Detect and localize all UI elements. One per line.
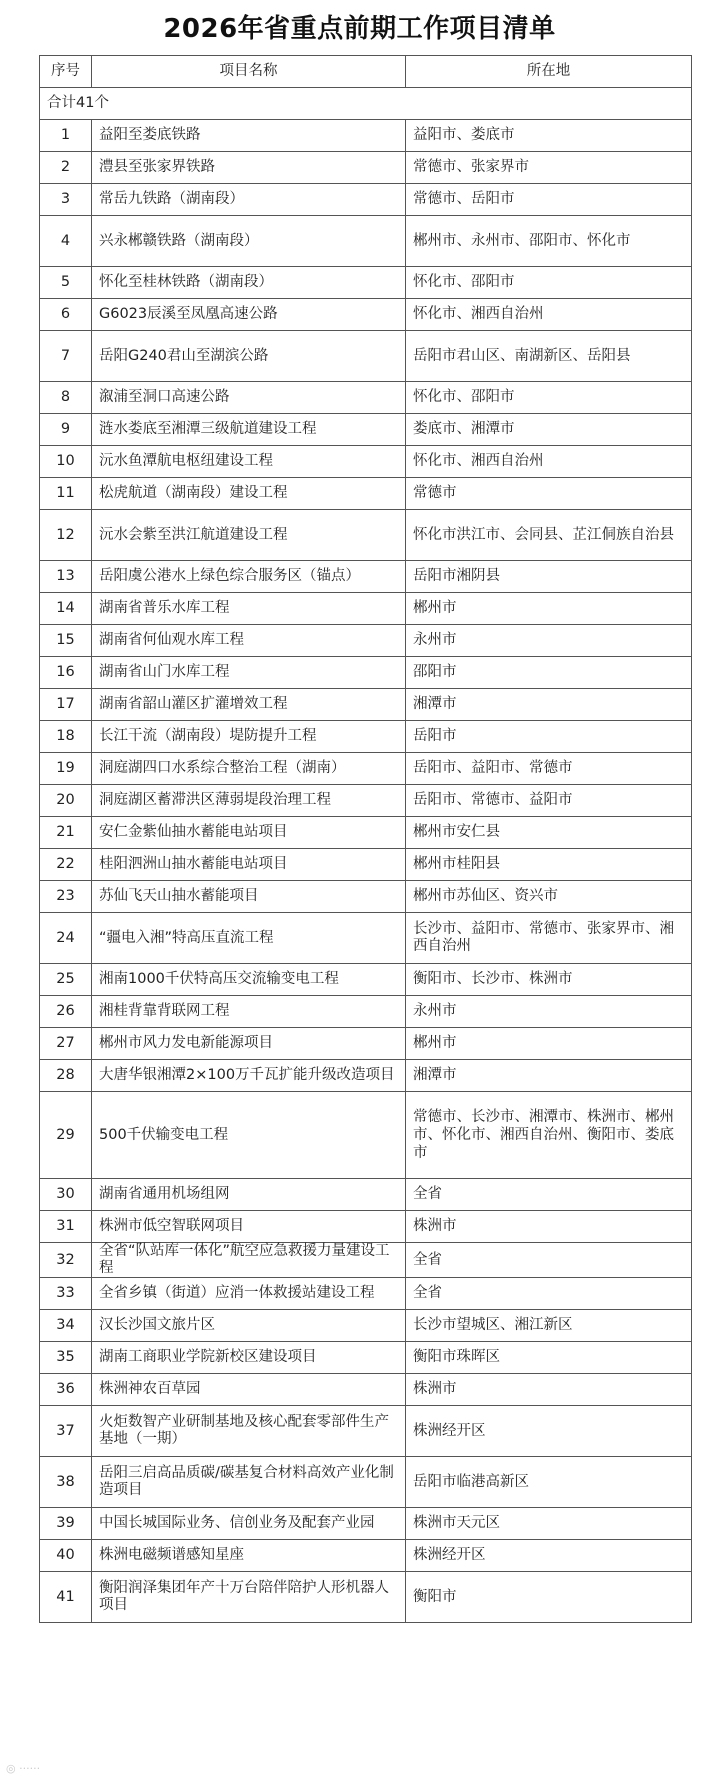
table-row xyxy=(40,1179,692,1211)
table-row xyxy=(40,510,692,561)
table-row xyxy=(40,1278,692,1310)
row-serial: 1 xyxy=(40,120,92,152)
row-location: 株洲市 xyxy=(406,1211,692,1243)
row-location: 郴州市 xyxy=(406,593,692,625)
row-project-name: 沅水会紫至洪江航道建设工程 xyxy=(92,510,406,561)
row-location: 长沙市、益阳市、常德市、张家界市、湘西自治州 xyxy=(406,913,692,964)
row-location: 衡阳市、长沙市、株洲市 xyxy=(406,964,692,996)
row-location: 怀化市、邵阳市 xyxy=(406,267,692,299)
row-location: 湘潭市 xyxy=(406,689,692,721)
table-row xyxy=(40,184,692,216)
row-serial: 14 xyxy=(40,593,92,625)
row-serial: 35 xyxy=(40,1342,92,1374)
page-title: 2026年省重点前期工作项目清单 xyxy=(163,14,556,44)
row-serial: 32 xyxy=(40,1243,92,1278)
row-serial: 16 xyxy=(40,657,92,689)
table-row xyxy=(40,414,692,446)
row-location: 全省 xyxy=(406,1179,692,1211)
row-serial: 21 xyxy=(40,817,92,849)
table-row xyxy=(40,1572,692,1623)
row-project-name: 怀化至桂林铁路（湖南段） xyxy=(92,267,406,299)
row-serial: 8 xyxy=(40,382,92,414)
table-row xyxy=(40,785,692,817)
row-serial: 41 xyxy=(40,1572,92,1623)
row-serial: 11 xyxy=(40,478,92,510)
row-project-name: 500千伏输变电工程 xyxy=(92,1092,406,1179)
table-row xyxy=(40,382,692,414)
row-serial: 15 xyxy=(40,625,92,657)
row-location: 益阳市、娄底市 xyxy=(406,120,692,152)
row-project-name: 湖南省通用机场组网 xyxy=(92,1179,406,1211)
row-serial: 17 xyxy=(40,689,92,721)
row-serial: 30 xyxy=(40,1179,92,1211)
row-serial: 22 xyxy=(40,849,92,881)
table-row xyxy=(40,1374,692,1406)
row-location: 怀化市洪江市、会同县、芷江侗族自治县 xyxy=(406,510,692,561)
table-row xyxy=(40,657,692,689)
row-serial: 4 xyxy=(40,216,92,267)
row-project-name: 衡阳润泽集团年产十万台陪伴陪护人形机器人项目 xyxy=(92,1572,406,1623)
row-serial: 38 xyxy=(40,1457,92,1508)
row-location: 湘潭市 xyxy=(406,1060,692,1092)
row-project-name: 溆浦至洞口高速公路 xyxy=(92,382,406,414)
row-project-name: 全省“队站库一体化”航空应急救援力量建设工程 xyxy=(92,1243,406,1278)
row-location: 常德市 xyxy=(406,478,692,510)
row-serial: 33 xyxy=(40,1278,92,1310)
row-location: 株洲经开区 xyxy=(406,1540,692,1572)
table-row xyxy=(40,1310,692,1342)
table-row xyxy=(40,1457,692,1508)
row-serial: 25 xyxy=(40,964,92,996)
header-serial: 序号 xyxy=(40,56,92,88)
row-location: 永州市 xyxy=(406,625,692,657)
row-serial: 34 xyxy=(40,1310,92,1342)
table-row xyxy=(40,1342,692,1374)
table-row xyxy=(40,561,692,593)
row-location: 郴州市苏仙区、资兴市 xyxy=(406,881,692,913)
row-project-name: 岳阳G240君山至湖滨公路 xyxy=(92,331,406,382)
row-project-name: 洞庭湖四口水系综合整治工程（湖南） xyxy=(92,753,406,785)
table-row xyxy=(40,331,692,382)
table-row xyxy=(40,817,692,849)
row-location: 常德市、岳阳市 xyxy=(406,184,692,216)
row-serial: 28 xyxy=(40,1060,92,1092)
header-location: 所在地 xyxy=(406,56,692,88)
row-serial: 29 xyxy=(40,1092,92,1179)
row-project-name: 沅水鱼潭航电枢纽建设工程 xyxy=(92,446,406,478)
row-serial: 18 xyxy=(40,721,92,753)
row-location: 株洲市天元区 xyxy=(406,1508,692,1540)
row-serial: 3 xyxy=(40,184,92,216)
row-location: 株洲市 xyxy=(406,1374,692,1406)
row-project-name: 洞庭湖区蓄滞洪区薄弱堤段治理工程 xyxy=(92,785,406,817)
row-project-name: G6023辰溪至凤凰高速公路 xyxy=(92,299,406,331)
row-project-name: 益阳至娄底铁路 xyxy=(92,120,406,152)
row-serial: 26 xyxy=(40,996,92,1028)
row-location: 怀化市、邵阳市 xyxy=(406,382,692,414)
row-location: 常德市、长沙市、湘潭市、株洲市、郴州市、怀化市、湘西自治州、衡阳市、娄底市 xyxy=(406,1092,692,1179)
row-location: 永州市 xyxy=(406,996,692,1028)
table-row xyxy=(40,593,692,625)
row-serial: 19 xyxy=(40,753,92,785)
table-row xyxy=(40,753,692,785)
table-row xyxy=(40,152,692,184)
row-serial: 31 xyxy=(40,1211,92,1243)
total-count: 合计41个 xyxy=(40,88,692,120)
row-location: 怀化市、湘西自治州 xyxy=(406,446,692,478)
row-project-name: 中国长城国际业务、信创业务及配套产业园 xyxy=(92,1508,406,1540)
row-project-name: 苏仙飞天山抽水蓄能项目 xyxy=(92,881,406,913)
row-project-name: 湖南工商职业学院新校区建设项目 xyxy=(92,1342,406,1374)
row-location: 邵阳市 xyxy=(406,657,692,689)
watermark-logo: ◎ ······ xyxy=(6,1762,41,1775)
table-row xyxy=(40,849,692,881)
row-location: 岳阳市临港高新区 xyxy=(406,1457,692,1508)
row-serial: 5 xyxy=(40,267,92,299)
row-project-name: 大唐华银湘潭2×100万千瓦扩能升级改造项目 xyxy=(92,1060,406,1092)
row-location: 常德市、张家界市 xyxy=(406,152,692,184)
table-row xyxy=(40,1406,692,1457)
row-project-name: 株洲市低空智联网项目 xyxy=(92,1211,406,1243)
row-project-name: 兴永郴赣铁路（湖南段） xyxy=(92,216,406,267)
table-row xyxy=(40,1243,692,1278)
row-project-name: 汉长沙国文旅片区 xyxy=(92,1310,406,1342)
row-project-name: 湖南省何仙观水库工程 xyxy=(92,625,406,657)
row-location: 郴州市桂阳县 xyxy=(406,849,692,881)
row-project-name: 涟水娄底至湘潭三级航道建设工程 xyxy=(92,414,406,446)
row-location: 岳阳市、常德市、益阳市 xyxy=(406,785,692,817)
table-row xyxy=(40,478,692,510)
row-serial: 6 xyxy=(40,299,92,331)
table-row xyxy=(40,913,692,964)
table-row xyxy=(40,120,692,152)
row-serial: 36 xyxy=(40,1374,92,1406)
table-row xyxy=(40,267,692,299)
row-location: 岳阳市湘阴县 xyxy=(406,561,692,593)
table-row xyxy=(40,689,692,721)
row-project-name: 湖南省山门水库工程 xyxy=(92,657,406,689)
row-location: 郴州市、永州市、邵阳市、怀化市 xyxy=(406,216,692,267)
row-location: 衡阳市 xyxy=(406,1572,692,1623)
row-serial: 10 xyxy=(40,446,92,478)
row-project-name: 湖南省韶山灌区扩灌增效工程 xyxy=(92,689,406,721)
row-project-name: 岳阳三启高品质碳/碳基复合材料高效产业化制造项目 xyxy=(92,1457,406,1508)
row-project-name: 株洲电磁频谱感知星座 xyxy=(92,1540,406,1572)
row-location: 岳阳市 xyxy=(406,721,692,753)
row-serial: 13 xyxy=(40,561,92,593)
row-project-name: 松虎航道（湖南段）建设工程 xyxy=(92,478,406,510)
row-serial: 39 xyxy=(40,1508,92,1540)
table-row xyxy=(40,299,692,331)
row-serial: 23 xyxy=(40,881,92,913)
row-project-name: 湘桂背靠背联网工程 xyxy=(92,996,406,1028)
row-serial: 20 xyxy=(40,785,92,817)
row-location: 衡阳市珠晖区 xyxy=(406,1342,692,1374)
row-project-name: 岳阳虞公港水上绿色综合服务区（锚点） xyxy=(92,561,406,593)
project-table xyxy=(39,55,692,1623)
row-project-name: 湘南1000千伏特高压交流输变电工程 xyxy=(92,964,406,996)
table-row xyxy=(40,1092,692,1179)
row-serial: 24 xyxy=(40,913,92,964)
table-row xyxy=(40,1211,692,1243)
row-serial: 12 xyxy=(40,510,92,561)
row-location: 全省 xyxy=(406,1243,692,1278)
table-row xyxy=(40,964,692,996)
table-row xyxy=(40,216,692,267)
row-serial: 27 xyxy=(40,1028,92,1060)
row-project-name: 常岳九铁路（湖南段） xyxy=(92,184,406,216)
row-project-name: 郴州市风力发电新能源项目 xyxy=(92,1028,406,1060)
total-row xyxy=(40,88,692,120)
row-location: 怀化市、湘西自治州 xyxy=(406,299,692,331)
row-serial: 2 xyxy=(40,152,92,184)
row-location: 株洲经开区 xyxy=(406,1406,692,1457)
row-location: 郴州市 xyxy=(406,1028,692,1060)
table-row xyxy=(40,1060,692,1092)
row-location: 全省 xyxy=(406,1278,692,1310)
row-location: 岳阳市、益阳市、常德市 xyxy=(406,753,692,785)
row-serial: 40 xyxy=(40,1540,92,1572)
row-location: 娄底市、湘潭市 xyxy=(406,414,692,446)
row-project-name: 湖南省普乐水库工程 xyxy=(92,593,406,625)
row-project-name: 火炬数智产业研制基地及核心配套零部件生产基地（一期） xyxy=(92,1406,406,1457)
row-project-name: 安仁金紫仙抽水蓄能电站项目 xyxy=(92,817,406,849)
row-project-name: 全省乡镇（街道）应消一体救援站建设工程 xyxy=(92,1278,406,1310)
row-project-name: 株洲神农百草园 xyxy=(92,1374,406,1406)
header-project-name: 项目名称 xyxy=(92,56,406,88)
table-row xyxy=(40,881,692,913)
row-project-name: 桂阳泗洲山抽水蓄能电站项目 xyxy=(92,849,406,881)
table-row xyxy=(40,1540,692,1572)
row-serial: 37 xyxy=(40,1406,92,1457)
row-project-name: 长江干流（湖南段）堤防提升工程 xyxy=(92,721,406,753)
row-project-name: “疆电入湘”特高压直流工程 xyxy=(92,913,406,964)
table-header-row xyxy=(40,56,692,88)
row-serial: 7 xyxy=(40,331,92,382)
table-row xyxy=(40,446,692,478)
row-location: 岳阳市君山区、南湖新区、岳阳县 xyxy=(406,331,692,382)
row-serial: 9 xyxy=(40,414,92,446)
row-location: 郴州市安仁县 xyxy=(406,817,692,849)
table-row xyxy=(40,996,692,1028)
table-row xyxy=(40,625,692,657)
table-row xyxy=(40,721,692,753)
table-row xyxy=(40,1508,692,1540)
table-row xyxy=(40,1028,692,1060)
row-location: 长沙市望城区、湘江新区 xyxy=(406,1310,692,1342)
row-project-name: 澧县至张家界铁路 xyxy=(92,152,406,184)
